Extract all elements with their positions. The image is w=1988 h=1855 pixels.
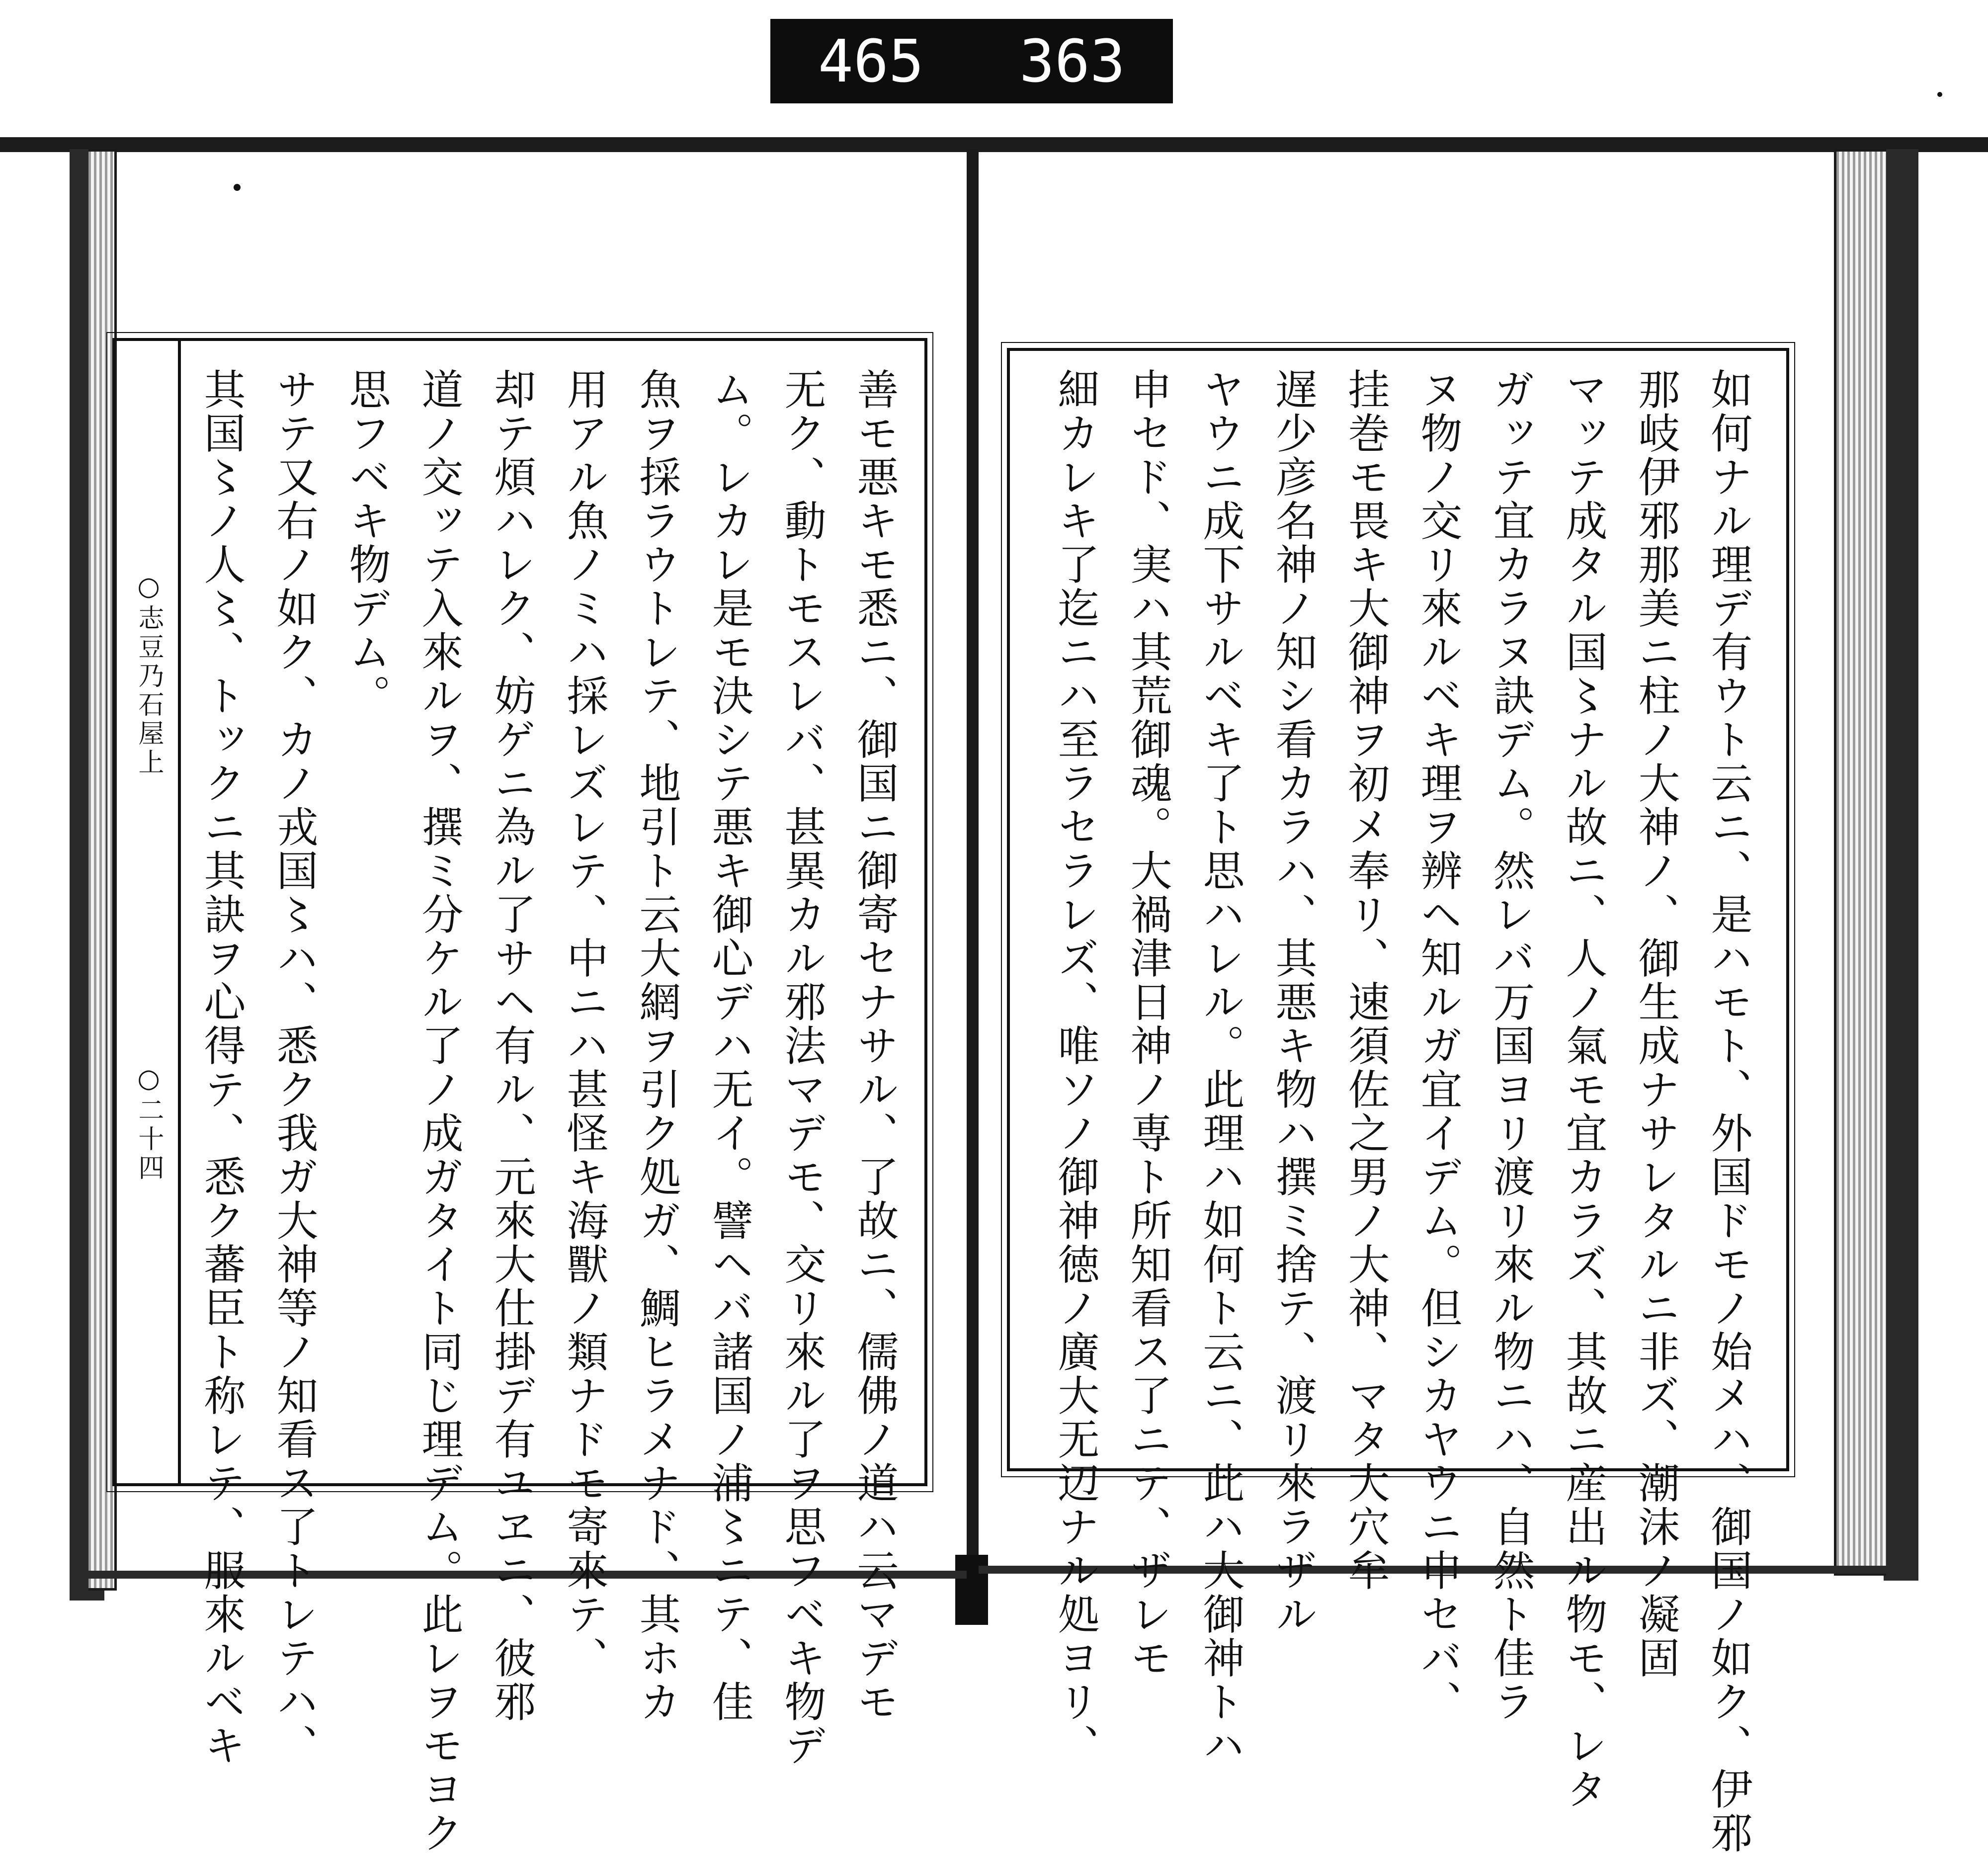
left-page-column: 魚ヲ採ラウトレテ、地引ト云大網ヲ引ク処ガ、鯛ヒラメナド、其ホカ: [633, 368, 681, 1724]
right-fore-edge: [1834, 149, 1886, 1576]
left-page-column: 善モ悪キモ悉ニ、御国ニ御寄セナサル、了故ニ、儒佛ノ道ハ云マデモ: [850, 368, 899, 1724]
right-page-column: ヤウニ成下サルベキ了ト思ハレル。此理ハ如何ト云ニ、此ハ大御神トハ: [1196, 368, 1245, 1768]
left-page-column: 道ノ交ッテ入來ルヲ、撰ミ分ケル了ノ成ガタイト同じ理デム。此レヲモヨク: [415, 368, 464, 1855]
right-page-column: 那岐伊邪那美ニ柱ノ大神ノ、御生成ナサレタルニ非ズ、潮沫ノ凝固: [1632, 368, 1680, 1680]
archive-number-right: 363: [1019, 27, 1126, 95]
left-page-column: 用アル魚ノミハ採レズレテ、中ニハ甚怪キ海獸ノ類ナドモ寄來テ、: [560, 368, 609, 1680]
right-page-column: 申セド、実ハ其荒御魂。大禍津日神ノ専ト所知看ス了ニテ、ザレモ: [1124, 368, 1172, 1680]
book-top-edge: [0, 137, 1988, 152]
left-page-column: サテ又右ノ如ク、カノ戎国〻ハ、悉ク我ガ大神等ノ知看ス了トレテハ、: [270, 368, 319, 1768]
book-spine: [967, 149, 979, 1625]
left-page-column: 其国〻ノ人〻、トックニ其訣ヲ心得テ、悉ク蕃臣ト称レテ、服來ルベキ: [197, 368, 246, 1768]
right-page-column: 細カレキ了迄ニハ至ラセラレズ、唯ソノ御神徳ノ廣大无辺ナル処ヨリ、: [1051, 368, 1100, 1768]
ink-speck: [1937, 92, 1942, 97]
ink-speck: [234, 184, 241, 191]
left-page-column: 无ク、動トモスレバ、甚異カル邪法マデモ、交リ來ル了ヲ思フベキ物デ: [778, 368, 827, 1768]
right-page-column: マッテ成タル国〻ナル故ニ、人ノ氣モ宜カラズ、其故ニ産出ル物モ、レタ: [1559, 368, 1608, 1811]
book-title-in-gutter: ○志豆乃石屋上: [134, 572, 164, 777]
right-cover-edge: [1884, 149, 1918, 1581]
archive-number-label: [770, 19, 1173, 103]
left-page-column: ム。レカレ是モ決シテ悪キ御心デハ无イ。譬ヘバ諸国ノ浦〻ニテ、佳: [705, 368, 754, 1724]
left-page-column: 思フベキ物デム。: [342, 368, 391, 718]
right-page-column: 遅少彦名神ノ知シ看カラハ、其悪キ物ハ撰ミ捨テ、渡リ來ラザル: [1269, 368, 1318, 1636]
page-folio: ○二十四: [134, 1064, 164, 1183]
right-page-column: 如何ナル理デ有ウト云ニ、是ハモト、外国ドモノ始メハ、御国ノ如ク、伊邪: [1704, 368, 1753, 1855]
archive-number-left: 465: [818, 27, 924, 95]
right-page-column: ガッテ宜カラヌ訣デム。然レバ万国ヨリ渡リ來ル物ニハ、自然ト佳ラ: [1487, 368, 1535, 1724]
left-page-gutter-rule: [178, 341, 181, 1483]
left-page-column: 却テ煩ハレク、妨ゲニ為ル了サヘ有ル、元來大仕掛デ有ユヱニ、彼邪: [488, 368, 536, 1724]
right-page-column: ヌ物ノ交リ來ルベキ理ヲ辨ヘ知ルガ宜イデム。但シカヤウニ申セバ、: [1414, 368, 1463, 1724]
right-page-column: 挂巻モ畏キ大御神ヲ初メ奉リ、速須佐之男ノ大神、マタ大穴牟: [1341, 368, 1390, 1593]
